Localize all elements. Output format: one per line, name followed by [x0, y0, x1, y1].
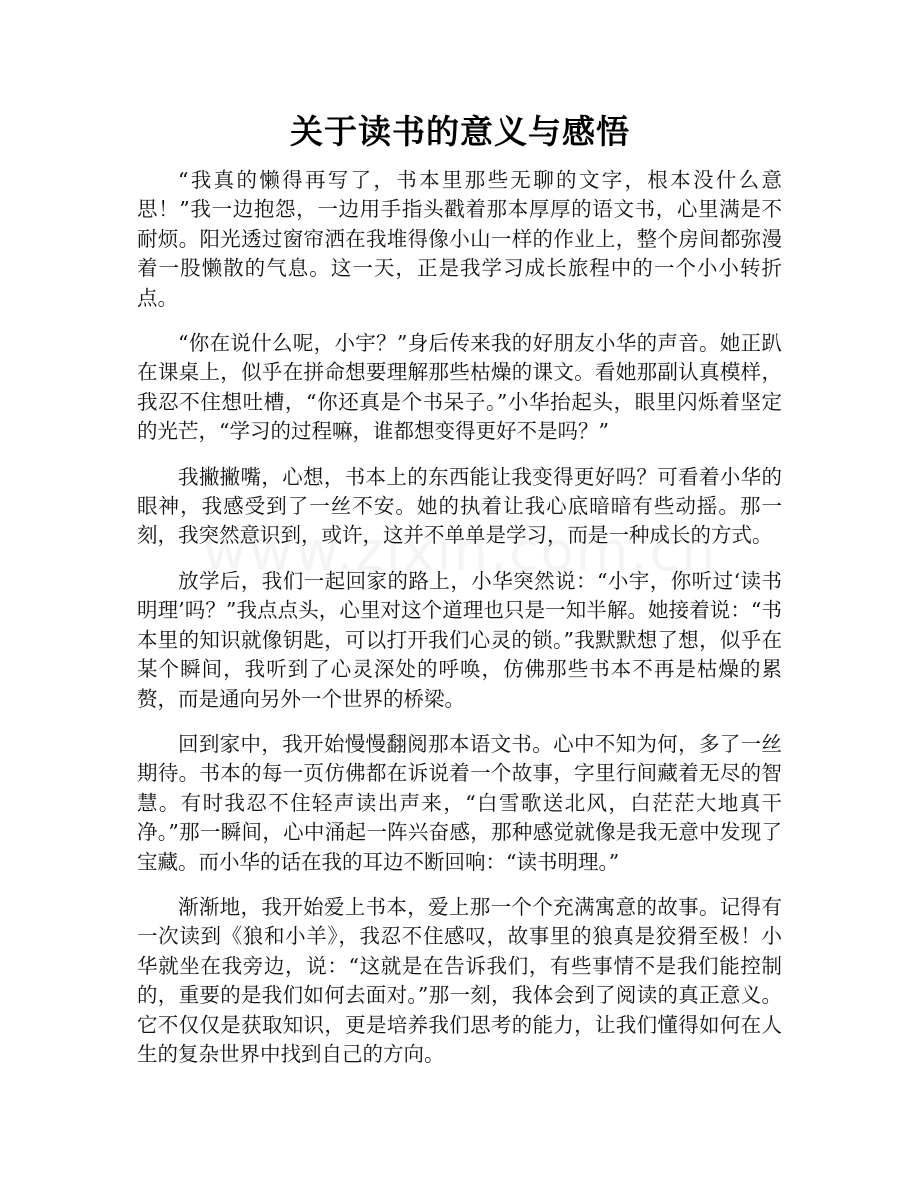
paragraph-6: 渐渐地，我开始爱上书本，爱上那一个个充满寓意的故事。记得有一次读到《狼和小羊》，我忍不住感叹，故事里的狼真是狡猾至极！小华就坐在我旁边，说：“这就是在告诉我们，有些事情不是我们能控制的，重要的是我们如何去面对。”那一刻，我体会到了阅读的真正意义。它不仅仅是获取知识，更是培养我们思考的能力，让我们懂得如何在人生的复杂世界中找到自己的方向。	[137, 894, 782, 1066]
paragraph-3: 我撇撇嘴，心想，书本上的东西能让我变得更好吗？可看着小华的眼神，我感受到了一丝不安。她的执着让我心底暗暗有些动摇。那一刻，我突然意识到，或许，这并不单单是学习，而是一种成长的方式。	[137, 464, 782, 548]
article-body	[137, 166, 782, 1085]
paragraph-1: “我真的懒得再写了，书本里那些无聊的文字，根本没什么意思！”我一边抱怨，一边用手指头戳着那本厚厚的语文书，心里满是不耐烦。阳光透过窗帘洒在我堆得像小山一样的作业上，整个房间都弥漫着一股懒散的气息。这一天，正是我学习成长旅程中的一个小小转折点。	[137, 168, 782, 310]
paragraph-5: 回到家中，我开始慢慢翻阅那本语文书。心中不知为何，多了一丝期待。书本的每一页仿佛都在诉说着一个故事，字里行间藏着无尽的智慧。有时我忍不住轻声读出声来，“白雪歌送北风，白茫茫大地真干净。”那一瞬间，心中涌起一阵兴奋感，那种感觉就像是我无意中发现了宝藏。而小华的话在我的耳边不断回响：“读书明理。”	[137, 731, 782, 874]
paragraph-2: “你在说什么呢，小宇？”身后传来我的好朋友小华的声音。她正趴在课桌上，似乎在拼命想要理解那些枯燥的课文。看她那副认真模样，我忍不住想吐槽，“你还真是个书呆子。”小华抬起头，眼里闪烁着坚定的光芒，“学习的过程嘛，谁都想变得更好不是吗？”	[137, 331, 782, 444]
page-title: 关于读书的意义与感悟	[290, 112, 630, 151]
paragraph-4: 放学后，我们一起回家的路上，小华突然说：“小宇，你听过‘读书明理’吗？”我点点头，心里对这个道理也只是一知半解。她接着说：“书本里的知识就像钥匙，可以打开我们心灵的锁。”我默默想了想，似乎在某个瞬间，我听到了心灵深处的呼唤，仿佛那些书本不再是枯燥的累赘，而是通向另外一个世界的桥梁。	[137, 568, 782, 711]
